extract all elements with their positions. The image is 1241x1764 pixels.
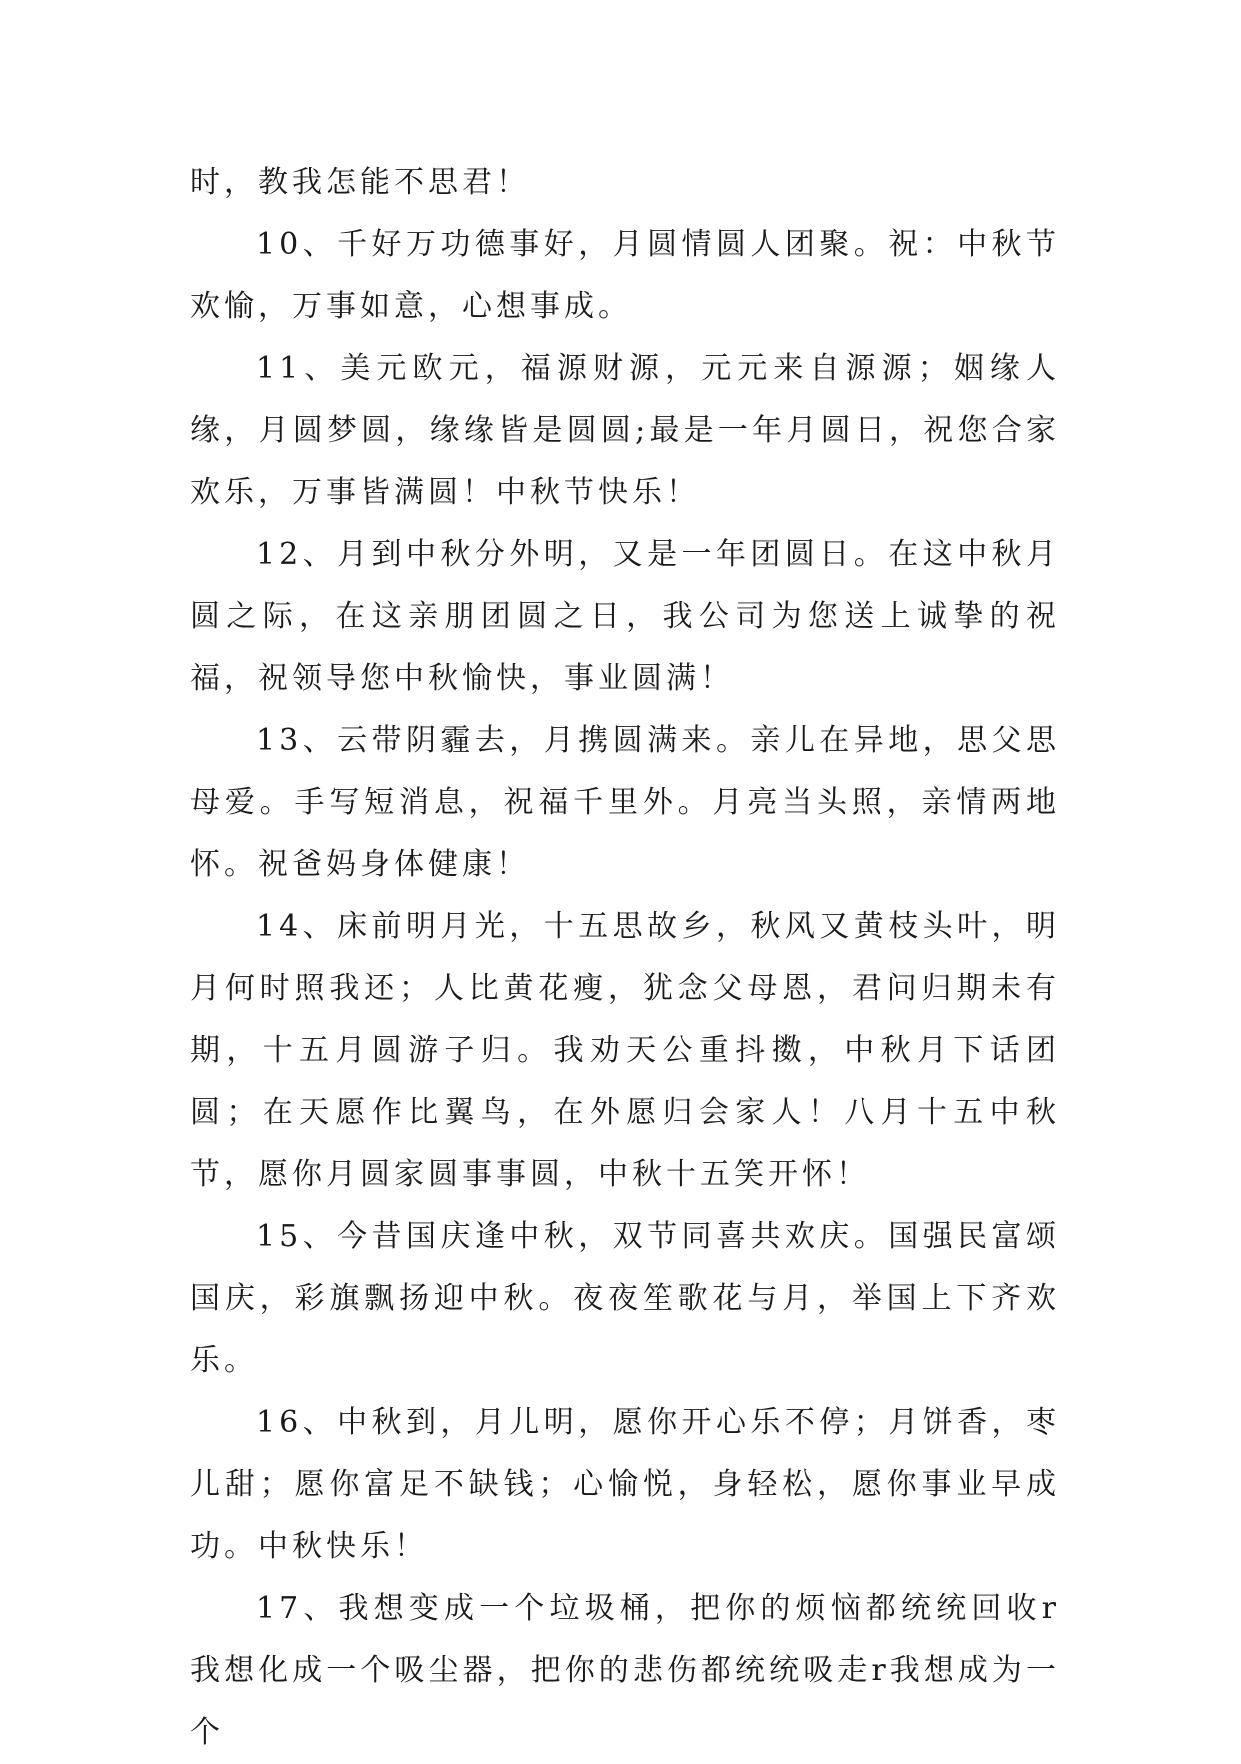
paragraph-continuation: 时，教我怎能不思君！ [190, 165, 530, 200]
paragraph-17: 17、我想变成一个垃圾桶，把你的烦恼都统统回收r我想化成一个吸尘器，把你的悲伤都统统吸走r我想成为一个 [190, 1591, 1060, 1750]
paragraph-14: 14、床前明月光，十五思故乡，秋风又黄枝头叶，明月何时照我还；人比黄花瘦，犹念父母恩，君问归期未有期，十五月圆游子归。我劝天公重抖擞，中秋月下话团圆；在天愿作比翼鸟，在外愿归会家人！八月十五中秋节，愿你月圆家圆事事圆，中秋十五笑开怀！ [190, 909, 1060, 1192]
paragraph-13: 13、云带阴霾去，月携圆满来。亲儿在异地，思父思母爱。手写短消息，祝福千里外。月亮当头照，亲情两地怀。祝爸妈身体健康！ [190, 723, 1060, 882]
paragraph-11: 11、美元欧元，福源财源，元元来自源源；姻缘人缘，月圆梦圆，缘缘皆是圆圆;最是一年月圆日，祝您合家欢乐，万事皆满圆！中秋节快乐！ [190, 351, 1060, 510]
paragraph-10: 10、千好万功德事好，月圆情圆人团聚。祝：中秋节欢愉，万事如意，心想事成。 [190, 227, 1060, 324]
paragraph-12: 12、月到中秋分外明，又是一年团圆日。在这中秋月圆之际，在这亲朋团圆之日，我公司为您送上诚挚的祝福，祝领导您中秋愉快，事业圆满！ [190, 537, 1060, 696]
paragraph-15: 15、今昔国庆逢中秋，双节同喜共欢庆。国强民富颂国庆，彩旗飘扬迎中秋。夜夜笙歌花与月，举国上下齐欢乐。 [190, 1219, 1060, 1378]
document-body [190, 152, 1060, 1764]
paragraph-16: 16、中秋到，月儿明，愿你开心乐不停；月饼香，枣儿甜；愿你富足不缺钱；心愉悦，身轻松，愿你事业早成功。中秋快乐！ [190, 1405, 1060, 1564]
